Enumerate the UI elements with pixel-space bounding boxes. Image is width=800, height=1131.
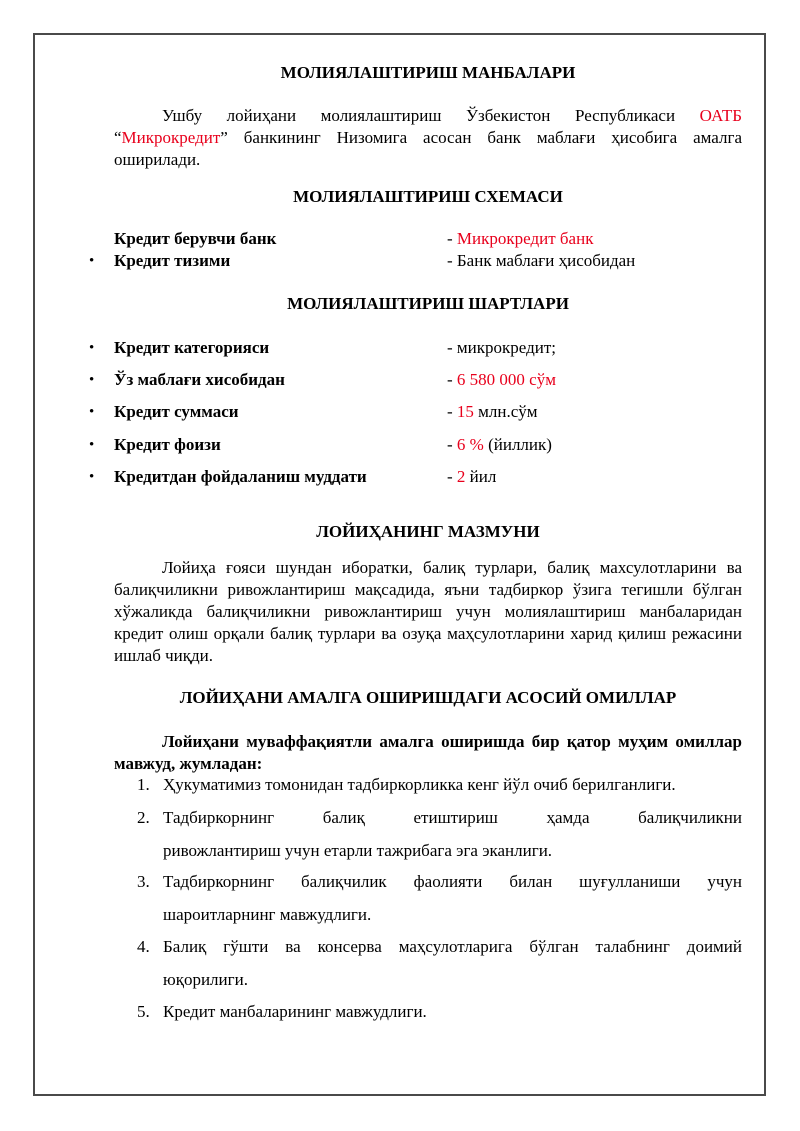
terms-value-text: 2 [456, 467, 466, 486]
terms-row-own-funds [89, 369, 742, 391]
terms-label: Кредитдан фойдаланиш муддати [114, 467, 367, 486]
terms-label: Кредит категорияси [114, 338, 270, 357]
scheme-row-system [89, 250, 742, 272]
terms-row-term [89, 466, 742, 488]
item-text-line1: Тадбиркорнинг балиқчилик фаолияти билан шуғулланиши учун [163, 872, 742, 891]
dash: - [447, 402, 457, 421]
item-number: 3. [137, 872, 150, 891]
funding-terms-title: МОЛИЯЛАШТИРИШ ШАРТЛАРИ [287, 294, 569, 313]
funding-sources-paragraph [114, 105, 742, 171]
bullet: • [89, 340, 95, 356]
bullet: • [89, 404, 95, 420]
quote-open: “ [114, 128, 122, 147]
scheme-row-lender [114, 228, 742, 250]
terms-label: Ўз маблағи хисобидан [114, 370, 285, 389]
funding-scheme-title: МОЛИЯЛАШТИРИШ СХЕМАСИ [293, 187, 563, 206]
item-text: Ҳукуматимиз томонидан тадбиркорликка кенг йўл очиб берилганлиги. [163, 775, 676, 794]
bullet: • [89, 437, 95, 453]
terms-value [447, 369, 556, 391]
terms-value-text: 6 580 000 сўм [456, 370, 556, 389]
terms-value-suffix: млн.сўм [473, 402, 538, 421]
funding-sources-title: МОЛИЯЛАШТИРИШ МАНБАЛАРИ [280, 63, 576, 82]
item-text-line2: шароитларнинг мавжудлиги. [163, 905, 372, 924]
bullet: • [89, 372, 95, 388]
dash: - [447, 370, 457, 389]
terms-value-suffix: йил [465, 467, 497, 486]
bullet: • [89, 253, 95, 269]
terms-value-suffix: (йиллик) [483, 435, 552, 454]
item-number: 2. [137, 808, 150, 827]
item-text-line2: юқорилиги. [163, 970, 248, 989]
item-text-line2: ривожлантириш учун етарли тажрибага эга эканлиги. [163, 841, 553, 860]
bullet: • [89, 469, 95, 485]
dash: - [447, 467, 457, 486]
terms-row-interest [89, 434, 742, 456]
bank-name: Микрокредит [121, 128, 221, 147]
item-text-line1: Балиқ гўшти ва консерва маҳсулотларига бўлган талабнинг доимий [163, 937, 742, 956]
terms-value [447, 337, 556, 359]
bank-type: ОАТБ [699, 106, 742, 125]
terms-label: Кредит суммаси [114, 402, 239, 421]
terms-row-category [89, 337, 742, 359]
key-factors-title: ЛОЙИҲАНИ АМАЛГА ОШИРИШДАГИ АСОСИЙ ОМИЛЛАР [179, 688, 677, 707]
scheme-value [447, 250, 635, 272]
dash: - [447, 435, 457, 454]
item-number: 1. [137, 775, 150, 794]
project-content-title: ЛОЙИҲАНИНГ МАЗМУНИ [316, 522, 540, 541]
dash: - [447, 229, 457, 248]
terms-value-text: микрокредит; [456, 338, 557, 357]
project-content-paragraph: Лойиҳа ғояси шундан иборатки, балиқ турлари, балиқ махсулотларини ва балиқчиликни ривожлантириш мақсадида, яъни тадбиркор ўзига тегишли бўлган хўжаликда балиқчиликни ривожлантириш учун молиялаштириш манбаларидан кредит олиш орқали балиқ турлари ва озуқа маҳсулотларини харид қилиш режасини ишлаб чиқди. [114, 558, 742, 665]
scheme-label: Кредит берувчи банк [114, 229, 277, 248]
scheme-label: Кредит тизими [114, 251, 231, 270]
funding-sources-text-2: ” банкининг Низомига асосан банк маблағи ҳисобига амалга оширилади. [114, 128, 742, 169]
terms-label: Кредит фоизи [114, 435, 221, 454]
terms-value [447, 434, 552, 456]
terms-row-amount [89, 401, 742, 423]
scheme-value [447, 228, 593, 250]
item-number: 4. [137, 937, 150, 956]
key-factors-intro: Лойиҳани муваффақиятли амалга оширишда бир қатор муҳим омиллар мавжуд, жумладан: [114, 732, 742, 773]
terms-value [447, 466, 496, 488]
funding-sources-text-1: Ушбу лойиҳани молиялаштириш Ўзбекистон Республикаси [162, 106, 700, 125]
dash: - [447, 251, 457, 270]
terms-value [447, 401, 538, 423]
item-text: Кредит манбаларининг мавжудлиги. [163, 1002, 427, 1021]
scheme-value-text: Микрокредит банк [456, 229, 594, 248]
item-text-line1: Тадбиркорнинг балиқ етиштириш ҳамда балиқчиликни [163, 808, 742, 827]
scheme-value-text: Банк маблағи ҳисобидан [456, 251, 636, 270]
terms-value-text: 15 [456, 402, 474, 421]
terms-value-text: 6 % [456, 435, 484, 454]
dash: - [447, 338, 457, 357]
item-number: 5. [137, 1002, 150, 1021]
